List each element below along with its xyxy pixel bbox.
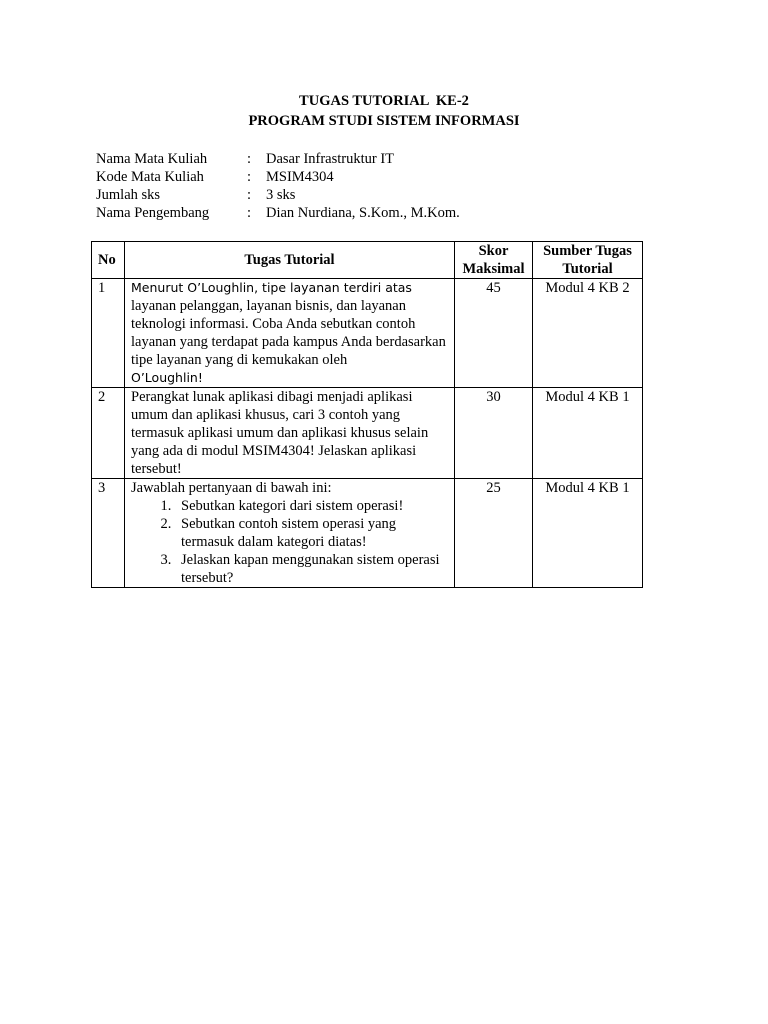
info-value: Dasar Infrastruktur IT [266,151,395,167]
table-row [92,388,643,479]
header-task: Tugas Tutorial [125,242,455,279]
info-colon: : [247,205,252,221]
task-description [125,279,455,388]
list-item: 1. Sebutkan kategori dari sistem operasi! [175,497,448,515]
table-row [92,479,643,588]
info-row-developer [96,204,596,222]
task-text-first-line: Menurut O’Loughlin, tipe layanan terdiri atas [131,280,412,295]
info-label: Nama Pengembang [96,205,210,221]
course-info [96,150,596,222]
list-item: 3. Jelaskan kapan menggunakan sistem operasi tersebut? [175,551,448,587]
header-max-score-line2: Maksimal [462,261,525,277]
row-number: 2 [92,388,125,479]
max-score: 30 [455,388,533,479]
info-colon: : [247,151,252,167]
task-source: Modul 4 KB 1 [533,479,643,588]
info-row-credits [96,186,596,204]
task-description: Perangkat lunak aplikasi dibagi menjadi aplikasi umum dan aplikasi khusus, cari 3 contoh yang termasuk aplikasi umum dan aplikasi khusus selain yang ada di modul MSIM4304! Jelaskan aplikasi tersebut! [125,388,455,479]
task-source: Modul 4 KB 1 [533,388,643,479]
header-source-line1: Sumber Tugas [543,243,632,259]
table-header-row [92,242,643,279]
info-value: Dian Nurdiana, S.Kom., M.Kom. [266,205,460,221]
info-colon: : [247,187,252,203]
document-title: TUGAS TUTORIAL KE-2 [299,93,469,109]
row-number: 1 [92,279,125,388]
info-value: 3 sks [266,187,296,203]
header-max-score [455,242,533,279]
tutorial-tasks-table [91,241,643,588]
task-text-last-line: O’Loughlin! [131,370,203,385]
header-max-score-line1: Skor [478,243,509,259]
info-label: Kode Mata Kuliah [96,169,204,185]
max-score: 45 [455,279,533,388]
max-score: 25 [455,479,533,588]
table-row [92,279,643,388]
task-description [125,479,455,588]
header-source-line2: Tutorial [562,261,613,277]
header-no: No [92,242,125,279]
document-subtitle: PROGRAM STUDI SISTEM INFORMASI [248,113,520,129]
info-row-course-code [96,168,596,186]
info-label: Jumlah sks [96,187,161,203]
row-number: 3 [92,479,125,588]
task-text-body: layanan pelanggan, layanan bisnis, dan layanan teknologi informasi. Coba Anda sebutkan contoh layanan yang terdapat pada kampus Anda berdasarkan tipe layanan yang di kemukakan oleh [131,298,446,368]
question-list [131,497,448,587]
info-label: Nama Mata Kuliah [96,151,208,167]
task-intro: Jawablah pertanyaan di bawah ini: [131,480,332,496]
header-source [533,242,643,279]
list-item: 2. Sebutkan contoh sistem operasi yang termasuk dalam kategori diatas! [175,515,448,551]
info-value: MSIM4304 [266,169,334,185]
task-source: Modul 4 KB 2 [533,279,643,388]
info-row-course-name [96,150,596,168]
info-colon: : [247,169,252,185]
